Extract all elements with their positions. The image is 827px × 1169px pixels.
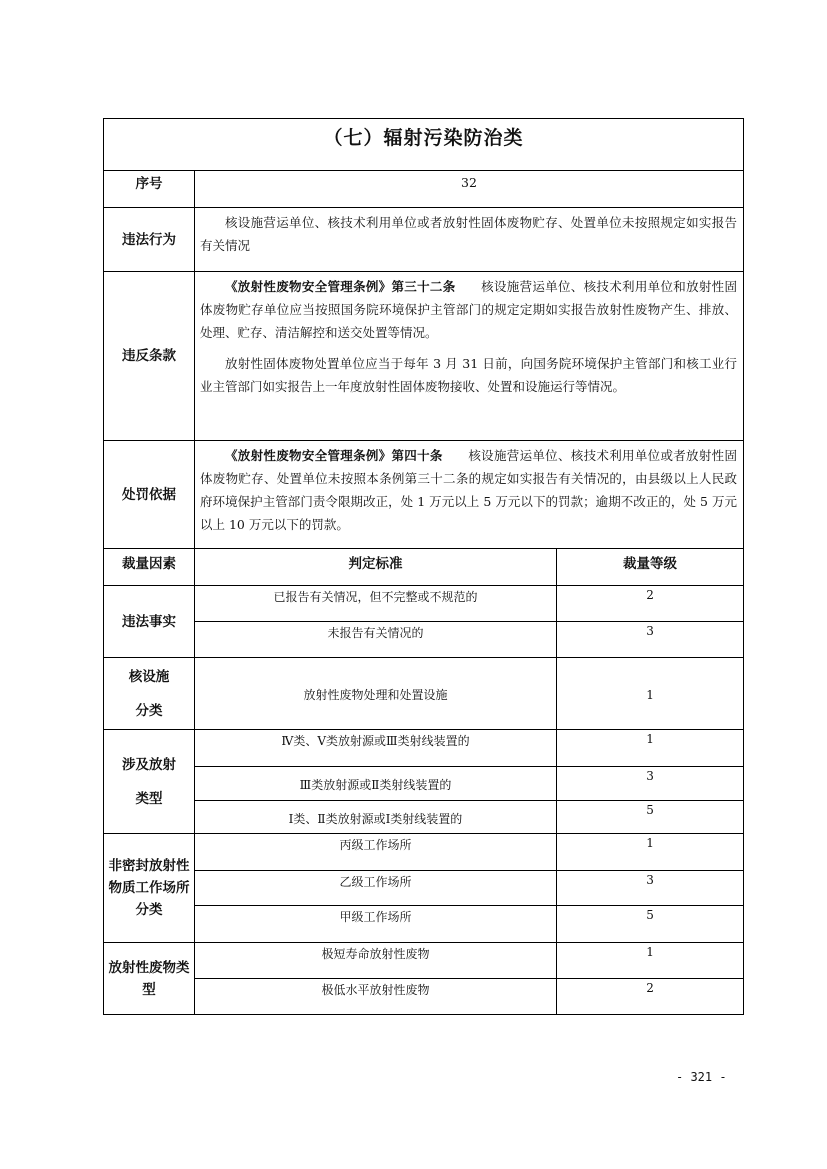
level-cell: 1 bbox=[557, 834, 744, 871]
table-row bbox=[104, 586, 744, 622]
serial-row bbox=[104, 171, 744, 208]
factor-name-line1: 核设施 bbox=[128, 669, 170, 685]
factor-name: 放射性废物类型 bbox=[104, 943, 195, 1015]
criteria-cell: 丙级工作场所 bbox=[195, 834, 557, 871]
level-cell: 1 bbox=[557, 943, 744, 979]
violation-row bbox=[104, 208, 744, 272]
penalty-basis-label: 处罚依据 bbox=[104, 441, 195, 549]
factor-name: 非密封放射性物质工作场所分类 bbox=[104, 834, 195, 943]
page-number: - 321 - bbox=[676, 1070, 727, 1084]
table-row bbox=[104, 767, 744, 801]
criteria-cell: 未报告有关情况的 bbox=[195, 622, 557, 658]
provisions-label: 违反条款 bbox=[104, 272, 195, 441]
penalty-citation: 《放射性废物安全管理条例》第四十条 bbox=[225, 448, 443, 463]
header-criteria: 判定标准 bbox=[195, 549, 557, 586]
provisions-citation: 《放射性废物安全管理条例》第三十二条 bbox=[225, 279, 456, 294]
level-cell: 1 bbox=[557, 658, 744, 730]
factor-name-line1: 涉及放射 bbox=[122, 756, 176, 773]
factor-name bbox=[104, 658, 195, 730]
table-title: （七）辐射污染防治类 bbox=[104, 119, 744, 171]
level-cell: 3 bbox=[557, 767, 744, 801]
serial-label: 序号 bbox=[104, 171, 195, 208]
level-cell: 2 bbox=[557, 979, 744, 1015]
penalty-text: 核设施营运单位、核技术利用单位或者放射性固体废物贮存、处置单位未按照本条例第三十二条的规定如实报告有关情况的，由县级以上人民政府环境保护主管部门责令限期改正，处 1 万元以上 5 万元以下的罚款；逾期不改正的，处 5 万元以上 10 万元以下的罚款。 bbox=[200, 448, 738, 532]
criteria-cell: 极短寿命放射性废物 bbox=[195, 943, 557, 979]
provisions-text-1: 核设施营运单位、核技术利用单位和放射性固体废物贮存单位应当按照国务院环境保护主管部门的规定定期如实报告放射性废物产生、排放、处理、贮存、清洁解控和送交处置等情况。 bbox=[200, 279, 738, 340]
table-row bbox=[104, 658, 744, 730]
level-cell: 1 bbox=[557, 730, 744, 767]
criteria-cell: 乙级工作场所 bbox=[195, 871, 557, 906]
provisions-row bbox=[104, 272, 744, 441]
table-row bbox=[104, 871, 744, 906]
violation-label: 违法行为 bbox=[104, 208, 195, 272]
penalty-discretion-table bbox=[103, 118, 744, 1015]
serial-value: 32 bbox=[195, 171, 744, 208]
level-cell: 5 bbox=[557, 906, 744, 943]
penalty-basis-paragraph bbox=[200, 444, 737, 536]
table-row bbox=[104, 801, 744, 834]
criteria-cell: Ⅳ类、Ⅴ类放射源或Ⅲ类射线装置的 bbox=[195, 730, 557, 767]
level-cell: 3 bbox=[557, 871, 744, 906]
table-row bbox=[104, 730, 744, 767]
table-row bbox=[104, 834, 744, 871]
criteria-cell: Ⅲ类放射源或Ⅱ类射线装置的 bbox=[195, 767, 557, 801]
table-row bbox=[104, 943, 744, 979]
criteria-cell: 放射性废物处理和处置设施 bbox=[195, 658, 557, 730]
header-level: 裁量等级 bbox=[557, 549, 744, 586]
provisions-paragraph-1 bbox=[200, 275, 737, 344]
title-row bbox=[104, 119, 744, 171]
header-factor: 裁量因素 bbox=[104, 549, 195, 586]
factor-name bbox=[104, 730, 195, 834]
discretion-header-row bbox=[104, 549, 744, 586]
factor-name-line2: 类型 bbox=[135, 790, 163, 807]
table-row bbox=[104, 622, 744, 658]
level-cell: 2 bbox=[557, 586, 744, 622]
provisions-paragraph-2: 放射性固体废物处置单位应当于每年 3 月 31 日前，向国务院环境保护主管部门和核工业行业主管部门如实报告上一年度放射性固体废物接收、处置和设施运行等情况。 bbox=[200, 356, 738, 394]
level-cell: 3 bbox=[557, 622, 744, 658]
criteria-cell: 甲级工作场所 bbox=[195, 906, 557, 943]
criteria-cell: Ⅰ类、Ⅱ类放射源或Ⅰ类射线装置的 bbox=[195, 801, 557, 834]
criteria-cell: 已报告有关情况，但不完整或不规范的 bbox=[195, 586, 557, 622]
level-cell: 5 bbox=[557, 801, 744, 834]
table-row bbox=[104, 979, 744, 1015]
factor-name: 违法事实 bbox=[104, 586, 195, 658]
penalty-basis-row bbox=[104, 441, 744, 549]
violation-text: 核设施营运单位、核技术利用单位或者放射性固体废物贮存、处置单位未按照规定如实报告有关情况 bbox=[200, 215, 738, 253]
factor-name-line2: 分类 bbox=[135, 703, 163, 719]
table-row bbox=[104, 906, 744, 943]
criteria-cell: 极低水平放射性废物 bbox=[195, 979, 557, 1015]
